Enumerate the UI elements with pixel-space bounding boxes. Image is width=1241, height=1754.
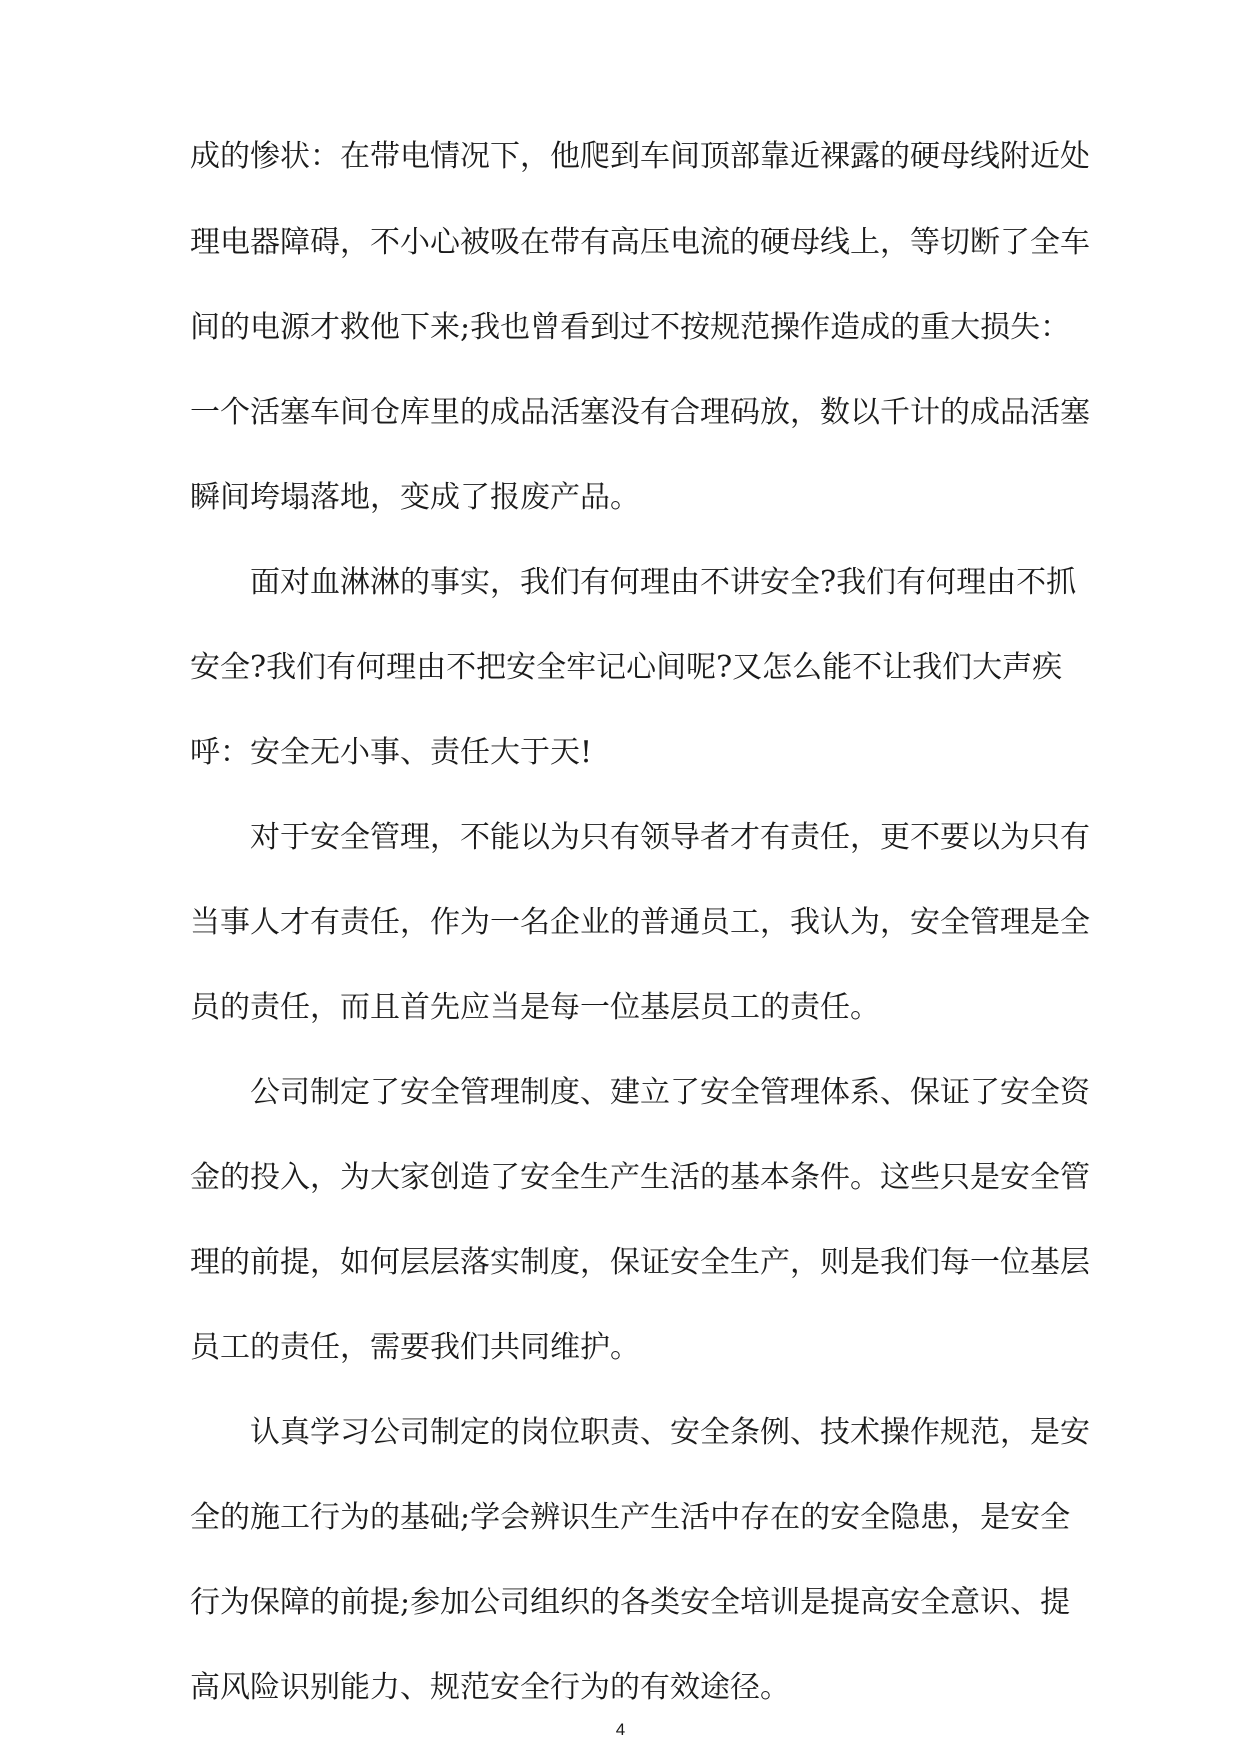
paragraph-first-line: 认真学习公司制定的岗位职责、安全条例、技术操作规范，是安 (250, 1415, 1090, 1450)
body-text-line: 一个活塞车间仓库里的成品活塞没有合理码放，数以千计的成品活塞 (190, 395, 1090, 430)
paragraph-first-line: 面对血淋淋的事实，我们有何理由不讲安全?我们有何理由不抓 (250, 565, 1077, 600)
body-text-line: 呼：安全无小事、责任大于天! (190, 735, 593, 770)
body-text-line: 行为保障的前提;参加公司组织的各类安全培训是提高安全意识、提 (190, 1585, 1071, 1620)
body-text-line: 理电器障碍，不小心被吸在带有高压电流的硬母线上，等切断了全车 (190, 225, 1090, 260)
body-text-line: 当事人才有责任，作为一名企业的普通员工，我认为，安全管理是全 (190, 905, 1090, 940)
body-text-line: 理的前提，如何层层落实制度，保证安全生产，则是我们每一位基层 (190, 1245, 1090, 1280)
paragraph-first-line: 对于安全管理，不能以为只有领导者才有责任，更不要以为只有 (250, 820, 1090, 855)
body-text-line: 员的责任，而且首先应当是每一位基层员工的责任。 (190, 990, 880, 1025)
body-text-line: 瞬间垮塌落地，变成了报废产品。 (190, 480, 640, 515)
paragraph-first-line: 公司制定了安全管理制度、建立了安全管理体系、保证了安全资 (250, 1075, 1090, 1110)
body-text-line: 员工的责任，需要我们共同维护。 (190, 1330, 640, 1365)
body-text-line: 间的电源才救他下来;我也曾看到过不按规范操作造成的重大损失： (190, 310, 1071, 345)
body-text-line: 全的施工行为的基础;学会辨识生产生活中存在的安全隐患，是安全 (190, 1500, 1071, 1535)
page-number: 4 (615, 1720, 626, 1739)
body-text-line: 安全?我们有何理由不把安全牢记心间呢?又怎么能不让我们大声疾 (190, 650, 1063, 685)
body-text-line: 金的投入，为大家创造了安全生产生活的基本条件。这些只是安全管 (190, 1160, 1090, 1195)
body-text-line: 高风险识别能力、规范安全行为的有效途径。 (190, 1670, 790, 1705)
body-text-line: 成的惨状：在带电情况下，他爬到车间顶部靠近裸露的硬母线附近处 (190, 139, 1090, 174)
